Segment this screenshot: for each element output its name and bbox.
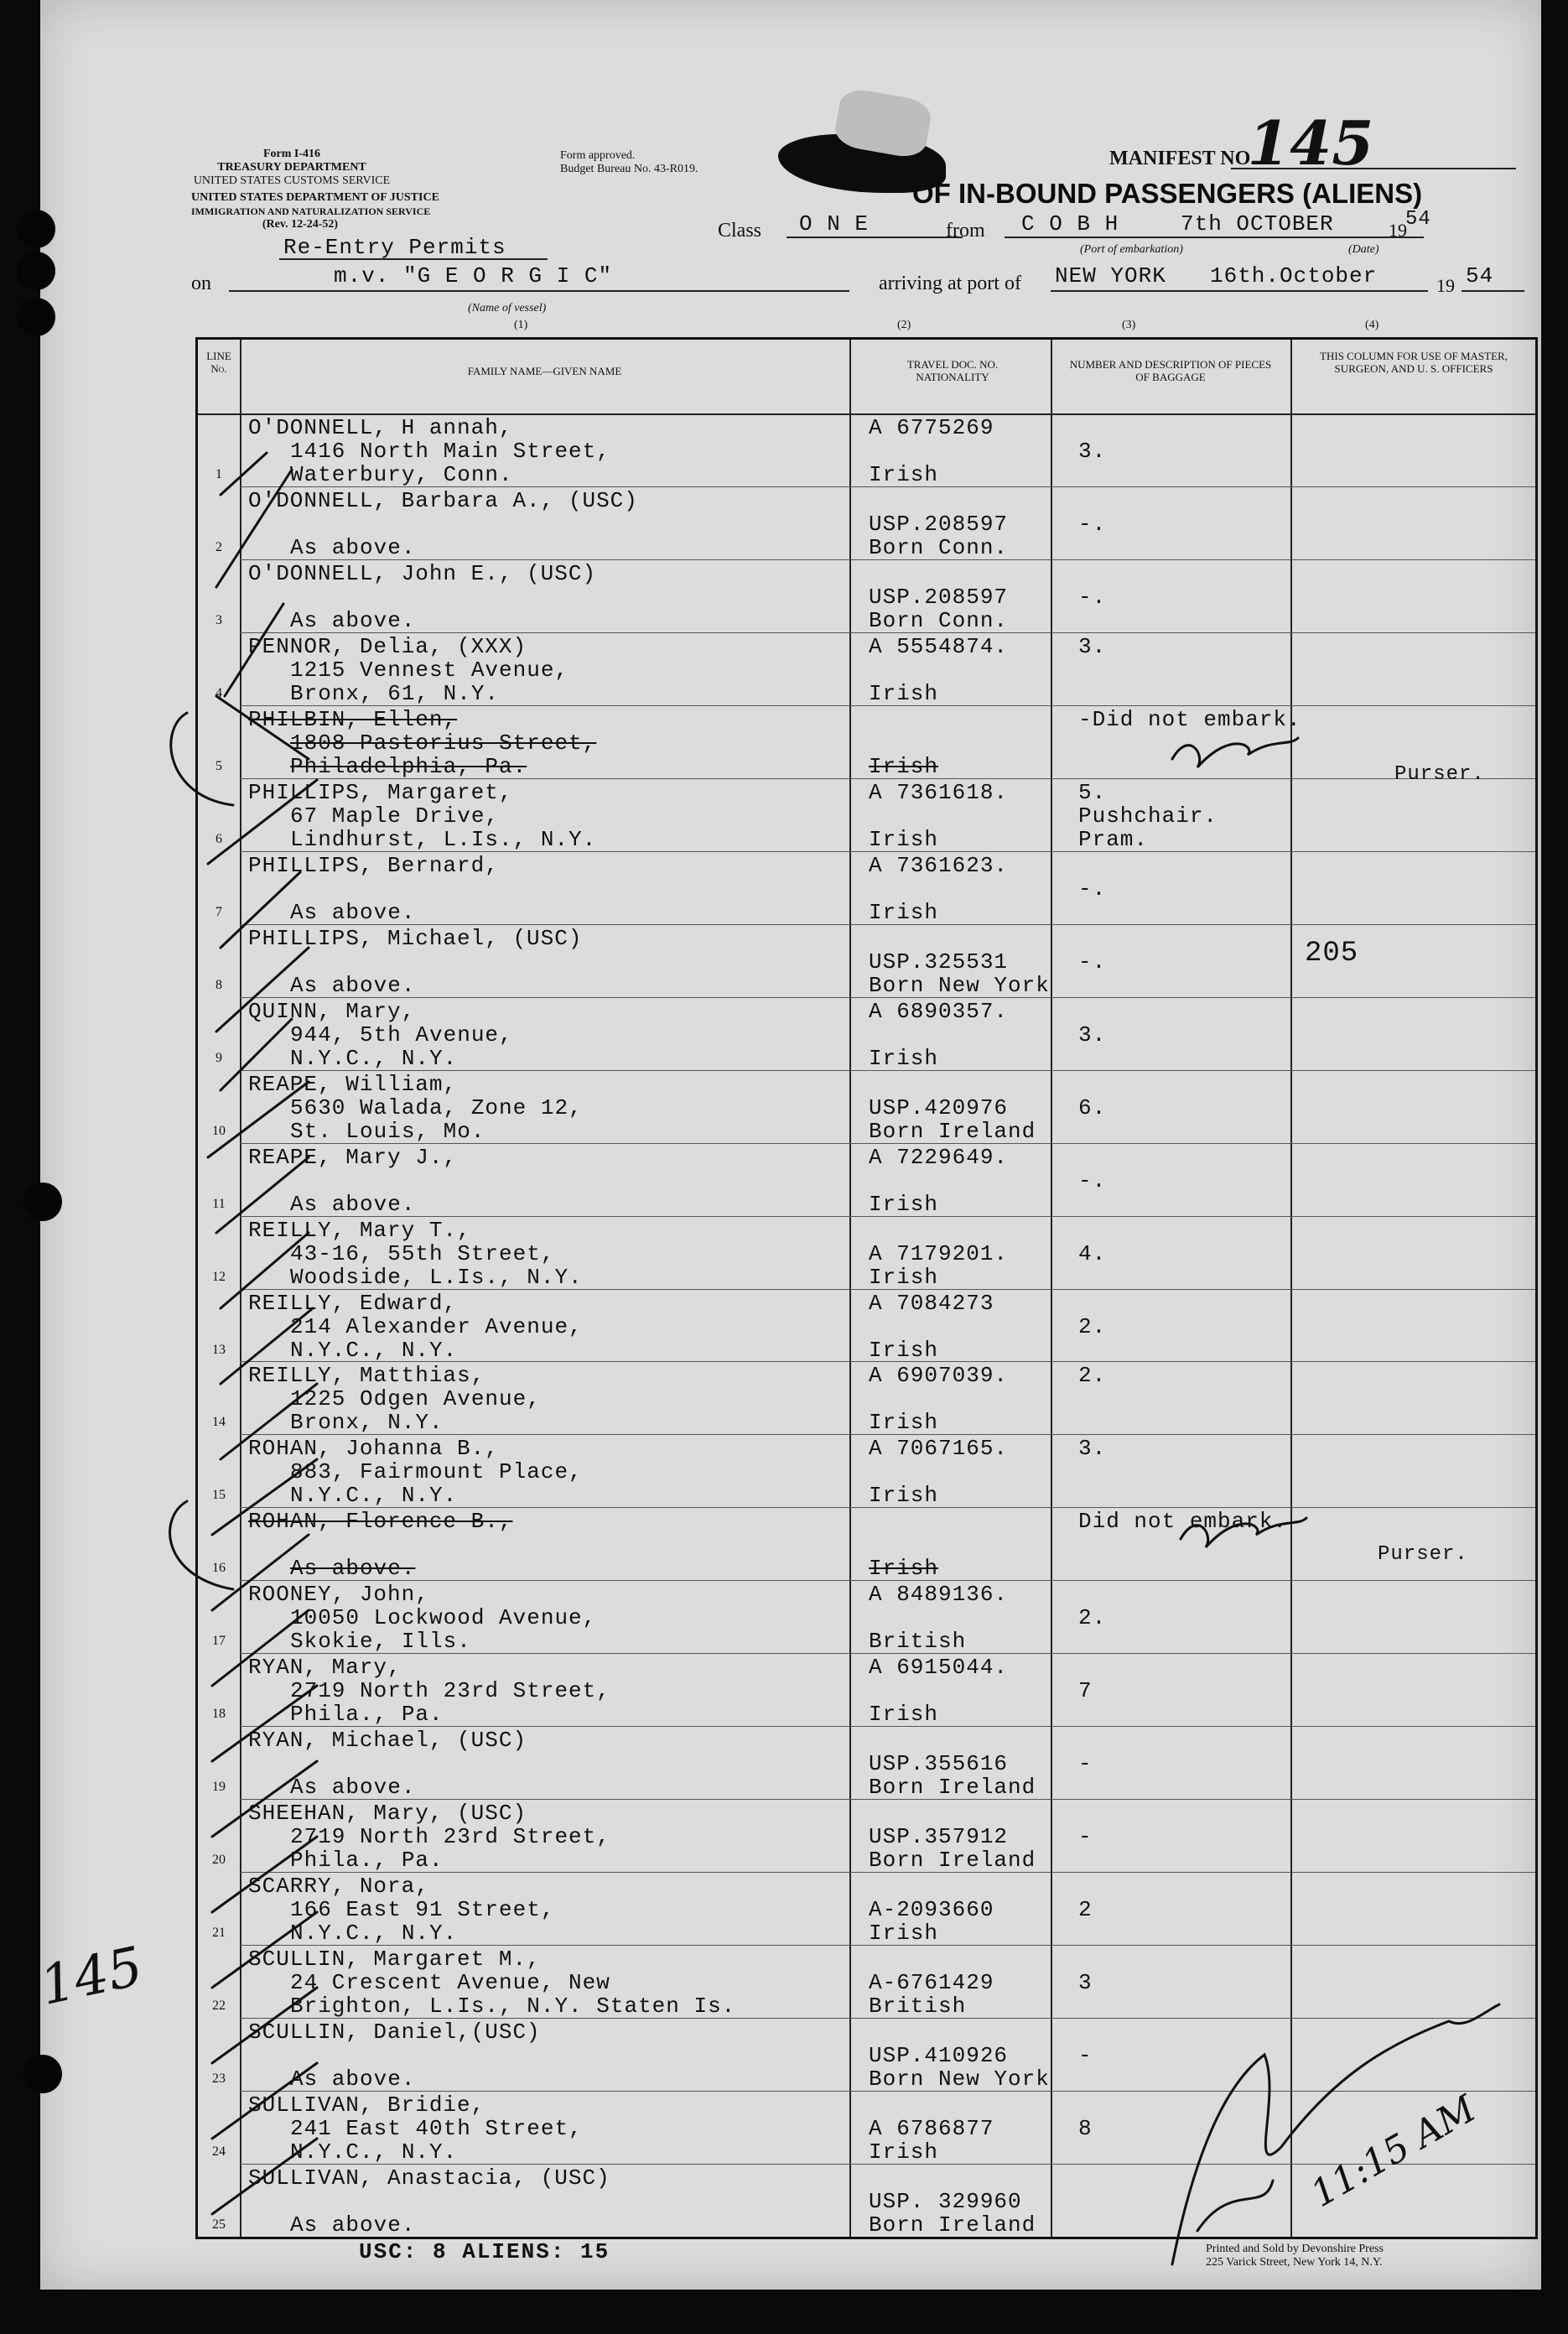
rev-label: (Rev. 12-24-52) xyxy=(262,218,339,231)
arrival-year-prefix: 19 xyxy=(1436,275,1455,296)
printer-line-1: Printed and Sold by Devonshire Press xyxy=(1206,2243,1384,2255)
baggage-description: -. xyxy=(1078,949,1107,975)
line-number: 9 xyxy=(215,1050,222,1065)
baggage-description: -. xyxy=(1078,584,1107,610)
line-number: 12 xyxy=(212,1269,226,1284)
nationality: Irish xyxy=(869,753,939,779)
check-mark xyxy=(212,1837,317,1912)
line-number: 1 xyxy=(215,467,222,481)
check-mark xyxy=(221,1384,317,1459)
travel-doc-number: A 6775269 xyxy=(869,415,994,440)
check-mark xyxy=(216,948,309,1032)
passenger-city: Bronx, 61, N.Y. xyxy=(290,680,500,706)
line-number: 24 xyxy=(212,2144,226,2160)
customs-service: UNITED STATES CUSTOMS SERVICE xyxy=(193,174,391,187)
passenger-address: 241 East 40th Street, xyxy=(290,2116,583,2142)
check-mark xyxy=(221,872,300,948)
check-mark xyxy=(216,696,309,759)
passenger-name: SCARRY, Nora, xyxy=(248,1874,429,1900)
line-number: 21 xyxy=(212,1926,226,1941)
passenger-address: 1416 North Main Street, xyxy=(290,439,610,464)
nationality: Born Ireland xyxy=(869,1775,1036,1801)
manifest-title: OF IN-BOUND PASSENGERS (ALIENS) xyxy=(912,178,1423,209)
travel-doc-number: A 7361623. xyxy=(869,852,1009,878)
passenger-name: PHILLIPS, Michael, (USC) xyxy=(248,925,583,951)
passenger-name: REILLY, Mary T., xyxy=(248,1217,471,1243)
budget-bureau: Budget Bureau No. 43-R019. xyxy=(560,163,698,175)
nationality: Irish xyxy=(869,1483,939,1509)
passenger-city: As above. xyxy=(290,607,416,633)
col-num-1: (1) xyxy=(514,319,528,331)
line-number: 13 xyxy=(212,1342,226,1357)
passenger-city: Lindhurst, L.Is., N.Y. xyxy=(290,826,597,852)
passenger-city: Waterbury, Conn. xyxy=(290,462,513,487)
circle-mark xyxy=(171,713,233,805)
baggage-description: 3. xyxy=(1078,1021,1107,1047)
header-baggage: NUMBER AND DESCRIPTION OF PIECES OF BAGGAGE xyxy=(1069,358,1272,383)
line-number: 3 xyxy=(215,612,222,627)
baggage-count: 3. xyxy=(1078,1436,1107,1462)
travel-doc-number-2: USP.420976 xyxy=(869,1094,1009,1120)
baggage-description: 3. xyxy=(1078,439,1107,464)
col-num-3: (3) xyxy=(1122,319,1136,331)
nationality: Irish xyxy=(869,462,939,487)
line-number: 11 xyxy=(212,1196,226,1211)
arrival-year: 54 xyxy=(1466,263,1494,289)
travel-doc-number: A 7067165. xyxy=(869,1436,1009,1462)
printer-line-2: 225 Varick Street, New York 14, N.Y. xyxy=(1206,2256,1383,2269)
check-mark xyxy=(225,604,283,696)
travel-doc-number-2: A-6761429 xyxy=(869,1970,994,1996)
line-number: 4 xyxy=(215,685,222,700)
nationality: Irish xyxy=(869,826,939,852)
baggage-count: 5. xyxy=(1078,779,1107,805)
nationality: Born Conn. xyxy=(869,607,1009,633)
passenger-city: Bronx, N.Y. xyxy=(290,1410,444,1436)
nationality: Irish xyxy=(869,1921,939,1947)
passenger-name: RYAN, Mary, xyxy=(248,1655,402,1681)
passenger-address: 24 Crescent Avenue, New xyxy=(290,1970,610,1996)
check-mark xyxy=(212,1912,317,1988)
embark-date: 7th OCTOBER xyxy=(1181,211,1334,237)
passenger-city: As above. xyxy=(290,2212,416,2238)
travel-doc-number: A 6890357. xyxy=(869,998,1009,1024)
purser-label-2: Purser. xyxy=(1378,1543,1468,1566)
class-value: O N E xyxy=(799,211,870,237)
baggage-count: 3. xyxy=(1078,633,1107,659)
line-number: 22 xyxy=(212,1999,226,2014)
nationality: Irish xyxy=(869,2139,939,2165)
nationality: Born New York xyxy=(869,2066,1050,2092)
travel-doc-number-2: USP.357912 xyxy=(869,1824,1009,1850)
embark-year: 54 xyxy=(1405,208,1431,231)
passenger-city: Phila., Pa. xyxy=(290,1702,444,1728)
passenger-address: 1808 Pastorius Street, xyxy=(290,730,597,756)
travel-doc-number-2: USP.325531 xyxy=(869,949,1009,975)
check-mark xyxy=(221,1308,313,1384)
passenger-address: 166 East 91 Street, xyxy=(290,1897,555,1923)
travel-doc-number-2: A 7179201. xyxy=(869,1240,1009,1266)
baggage-description: -. xyxy=(1078,876,1107,902)
circle-mark xyxy=(170,1501,233,1589)
check-mark xyxy=(221,1019,292,1090)
punch-hole xyxy=(23,1183,62,1221)
passenger-name: SHEEHAN, Mary, (USC) xyxy=(248,1801,527,1827)
on-label: on xyxy=(191,273,211,294)
travel-doc-number-2: A 6786877 xyxy=(869,2116,994,2142)
passenger-name: O'DONNELL, H annah, xyxy=(248,415,513,440)
totals-line: USC: 8 ALIENS: 15 xyxy=(359,2239,610,2264)
check-mark xyxy=(212,1459,317,1535)
officer-signature xyxy=(1172,2004,1499,2264)
travel-doc-number: A 6907039. xyxy=(869,1363,1009,1389)
nationality: Irish xyxy=(869,1191,939,1217)
nationality: Irish xyxy=(869,1337,939,1363)
passenger-name: QUINN, Mary, xyxy=(248,998,416,1024)
passenger-city: St. Louis, Mo. xyxy=(290,1118,485,1144)
nationality: Born Conn. xyxy=(869,534,1009,560)
passenger-name: SCULLIN, Margaret M., xyxy=(248,1947,541,1973)
nationality: Irish xyxy=(869,1556,939,1582)
baggage-description: - xyxy=(1078,1751,1093,1777)
manifest-label: MANIFEST NO. xyxy=(1109,148,1256,169)
date-label: (Date) xyxy=(1348,243,1379,256)
manifest-number: 145 xyxy=(1248,107,1374,179)
baggage-count: -Did not embark. xyxy=(1078,706,1301,732)
passenger-name: SCULLIN, Daniel,(USC) xyxy=(248,2020,541,2045)
line-number: 18 xyxy=(212,1707,226,1722)
col-num-4: (4) xyxy=(1365,319,1379,331)
passenger-name: PHILLIPS, Bernard, xyxy=(248,852,499,878)
passenger-city: Philadelphia, Pa. xyxy=(290,753,527,779)
header-name: FAMILY NAME—GIVEN NAME xyxy=(467,365,622,377)
nationality: Irish xyxy=(869,1045,939,1071)
passenger-name: REAPE, William, xyxy=(248,1071,458,1097)
nationality: Irish xyxy=(869,1702,939,1728)
line-number: 15 xyxy=(212,1488,226,1503)
passenger-name: ROONEY, John, xyxy=(248,1582,429,1608)
travel-doc-number-2: USP.208597 xyxy=(869,584,1009,610)
baggage-description: Pushchair. xyxy=(1078,803,1218,829)
baggage-count: Did not embark. xyxy=(1078,1509,1288,1535)
line-number: 2 xyxy=(215,539,222,554)
header-travel-doc: TRAVEL DOC. NO. NATIONALITY xyxy=(906,358,999,383)
baggage-description: 8 xyxy=(1078,2116,1093,2142)
purser-label-1: Purser. xyxy=(1394,763,1485,786)
passenger-city: N.Y.C., N.Y. xyxy=(290,1483,458,1509)
passenger-city: N.Y.C., N.Y. xyxy=(290,1045,458,1071)
passenger-city: Woodside, L.Is., N.Y. xyxy=(290,1264,583,1290)
check-mark xyxy=(212,2063,317,2139)
passenger-city: As above. xyxy=(290,972,416,998)
travel-doc-number-2: USP. 329960 xyxy=(869,2189,1022,2215)
from-port: C O B H xyxy=(1021,211,1119,237)
baggage-description: 2 xyxy=(1078,1897,1093,1923)
passenger-city: Skokie, Ills. xyxy=(290,1629,471,1655)
form-approved: Form approved. xyxy=(560,149,636,162)
vessel-label: (Name of vessel) xyxy=(468,302,547,314)
passenger-city: As above. xyxy=(290,2066,416,2092)
passenger-name: ROHAN, Johanna B., xyxy=(248,1436,499,1462)
passenger-city: Phila., Pa. xyxy=(290,1848,444,1874)
travel-doc-number: A 6915044. xyxy=(869,1655,1009,1681)
header-line-no: LINE No. xyxy=(206,350,231,375)
line-number: 19 xyxy=(212,1780,226,1795)
baggage-description: 3 xyxy=(1078,1970,1093,1996)
port-embark-label: (Port of embarkation) xyxy=(1080,243,1183,256)
check-mark xyxy=(221,1233,309,1308)
nationality: Born Ireland xyxy=(869,1848,1036,1874)
travel-doc-number: A 5554874. xyxy=(869,633,1009,659)
baggage-description: 4. xyxy=(1078,1240,1107,1266)
baggage-count: 2. xyxy=(1078,1363,1107,1389)
margin-number: 145 xyxy=(34,1936,148,2018)
baggage-description: 6. xyxy=(1078,1094,1107,1120)
arriving-label: arriving at port of xyxy=(879,273,1021,294)
passenger-name: SULLIVAN, Anastacia, (USC) xyxy=(248,2165,610,2191)
purser-signature xyxy=(1172,738,1298,767)
passenger-address: 43-16, 55th Street, xyxy=(290,1240,555,1266)
passenger-name: REAPE, Mary J., xyxy=(248,1144,458,1170)
passenger-address: 214 Alexander Avenue, xyxy=(290,1313,583,1339)
passenger-address: 2719 North 23rd Street, xyxy=(290,1824,610,1850)
passenger-city: As above. xyxy=(290,1191,416,1217)
passenger-address: 1225 Odgen Avenue, xyxy=(290,1386,541,1412)
manifest-page xyxy=(34,0,1541,2290)
form-number: Form I-416 xyxy=(262,148,321,160)
passenger-name: REILLY, Matthias, xyxy=(248,1363,485,1389)
class-label: Class xyxy=(718,220,762,242)
passenger-city: Brighton, L.Is., N.Y. Staten Is. xyxy=(290,1994,736,2020)
treasury-dept: TREASURY DEPARTMENT xyxy=(217,161,366,174)
passenger-address: 944, 5th Avenue, xyxy=(290,1021,513,1047)
col-num-2: (2) xyxy=(897,319,911,331)
punch-hole xyxy=(17,252,55,290)
line-number: 17 xyxy=(212,1634,226,1649)
passenger-city: As above. xyxy=(290,1556,416,1582)
passenger-city: N.Y.C., N.Y. xyxy=(290,1921,458,1947)
travel-doc-number: A 7361618. xyxy=(869,779,1009,805)
passenger-address: 10050 Lockwood Avenue, xyxy=(290,1605,597,1631)
baggage-description-2: Pram. xyxy=(1078,826,1149,852)
travel-doc-number-2: A-2093660 xyxy=(869,1897,994,1923)
line-number: 23 xyxy=(212,2071,226,2087)
baggage-description: 2. xyxy=(1078,1313,1107,1339)
handwritten-marks xyxy=(40,0,1541,2290)
travel-doc-number-2: USP.355616 xyxy=(869,1751,1009,1777)
travel-doc-number: A 7084273 xyxy=(869,1290,994,1316)
nationality: British xyxy=(869,1629,967,1655)
passenger-address: 2719 North 23rd Street, xyxy=(290,1678,610,1704)
arrival-port: NEW YORK xyxy=(1055,263,1166,289)
officer-signature xyxy=(1197,2181,1273,2231)
check-mark xyxy=(208,780,317,864)
nationality: Born Ireland xyxy=(869,2212,1036,2238)
baggage-description: -. xyxy=(1078,511,1107,537)
punch-hole xyxy=(23,2055,62,2093)
time-stamp: 11:15 AM xyxy=(1303,2087,1483,2216)
line-number: 14 xyxy=(212,1415,226,1430)
punch-hole xyxy=(17,298,55,336)
passenger-city: As above. xyxy=(290,534,416,560)
officer-number: 205 xyxy=(1305,938,1359,969)
passenger-name: PENNOR, Delia, (XXX) xyxy=(248,633,527,659)
check-mark xyxy=(212,1686,317,1761)
travel-doc-number-2: USP.410926 xyxy=(869,2043,1009,2069)
line-number: 5 xyxy=(215,758,222,773)
passenger-address: 883, Fairmount Place, xyxy=(290,1459,583,1485)
line-number: 10 xyxy=(212,1123,226,1138)
purser-signature xyxy=(1181,1518,1306,1547)
nationality: Born New York xyxy=(869,972,1050,998)
embark-year-prefix: 19 xyxy=(1389,220,1407,241)
line-number: 16 xyxy=(212,1561,226,1576)
nationality: Irish xyxy=(869,1410,939,1436)
passenger-name: PHILBIN, Ellen, xyxy=(248,706,458,732)
travel-doc-number-2: USP.208597 xyxy=(869,511,1009,537)
line-number: 8 xyxy=(215,977,222,992)
passenger-name: SULLIVAN, Bridie, xyxy=(248,2092,485,2118)
passenger-name: ROHAN, Florence B., xyxy=(248,1509,513,1535)
nationality: Irish xyxy=(869,899,939,925)
line-number: 7 xyxy=(215,904,222,919)
nationality: Irish xyxy=(869,680,939,706)
check-mark xyxy=(216,1157,309,1233)
baggage-description: -. xyxy=(1078,1167,1107,1193)
baggage-description: - xyxy=(1078,2043,1093,2069)
reentry-permits: Re-Entry Permits xyxy=(283,235,506,260)
check-mark xyxy=(212,1761,317,1837)
travel-doc-number: A 8489136. xyxy=(869,1582,1009,1608)
check-mark xyxy=(208,1082,309,1157)
nationality: Born Ireland xyxy=(869,1118,1036,1144)
nationality: British xyxy=(869,1994,967,2020)
line-number: 20 xyxy=(212,1853,226,1868)
line-number: 25 xyxy=(212,2217,226,2233)
nationality: Irish xyxy=(869,1264,939,1290)
passenger-address: 1215 Vennest Avenue, xyxy=(290,657,569,683)
passenger-name: PHILLIPS, Margaret, xyxy=(248,779,513,805)
check-mark xyxy=(221,453,267,495)
passenger-city: As above. xyxy=(290,899,416,925)
header-officers: THIS COLUMN FOR USE OF MASTER, SURGEON, AND U. S. OFFICERS xyxy=(1320,350,1508,375)
check-mark xyxy=(212,2139,317,2214)
justice-dept: UNITED STATES DEPARTMENT OF JUSTICE xyxy=(191,191,439,204)
punch-hole xyxy=(17,210,55,248)
from-label: from xyxy=(946,220,985,242)
passenger-name: O'DONNELL, Barbara A., (USC) xyxy=(248,487,638,513)
ins-label: IMMIGRATION AND NATURALIZATION SERVICE xyxy=(191,205,431,217)
passenger-name: REILLY, Edward, xyxy=(248,1290,458,1316)
passenger-name: O'DONNELL, John E., (USC) xyxy=(248,560,597,586)
passenger-city: N.Y.C., N.Y. xyxy=(290,1337,458,1363)
baggage-description: 2. xyxy=(1078,1605,1107,1631)
check-mark xyxy=(212,1535,309,1610)
passenger-name: RYAN, Michael, (USC) xyxy=(248,1728,527,1754)
vessel-name: m.v. "G E O R G I C" xyxy=(334,263,613,289)
baggage-description: 7 xyxy=(1078,1678,1093,1704)
baggage-description: - xyxy=(1078,1824,1093,1850)
check-mark xyxy=(212,1988,317,2063)
passenger-address: 5630 Walada, Zone 12, xyxy=(290,1094,583,1120)
passenger-city: N.Y.C., N.Y. xyxy=(290,2139,458,2165)
check-mark xyxy=(212,1610,309,1686)
passenger-city: As above. xyxy=(290,1775,416,1801)
arrival-date: 16th.October xyxy=(1210,263,1378,289)
line-number: 6 xyxy=(215,831,222,846)
travel-doc-number: A 7229649. xyxy=(869,1144,1009,1170)
passenger-address: 67 Maple Drive, xyxy=(290,803,500,829)
